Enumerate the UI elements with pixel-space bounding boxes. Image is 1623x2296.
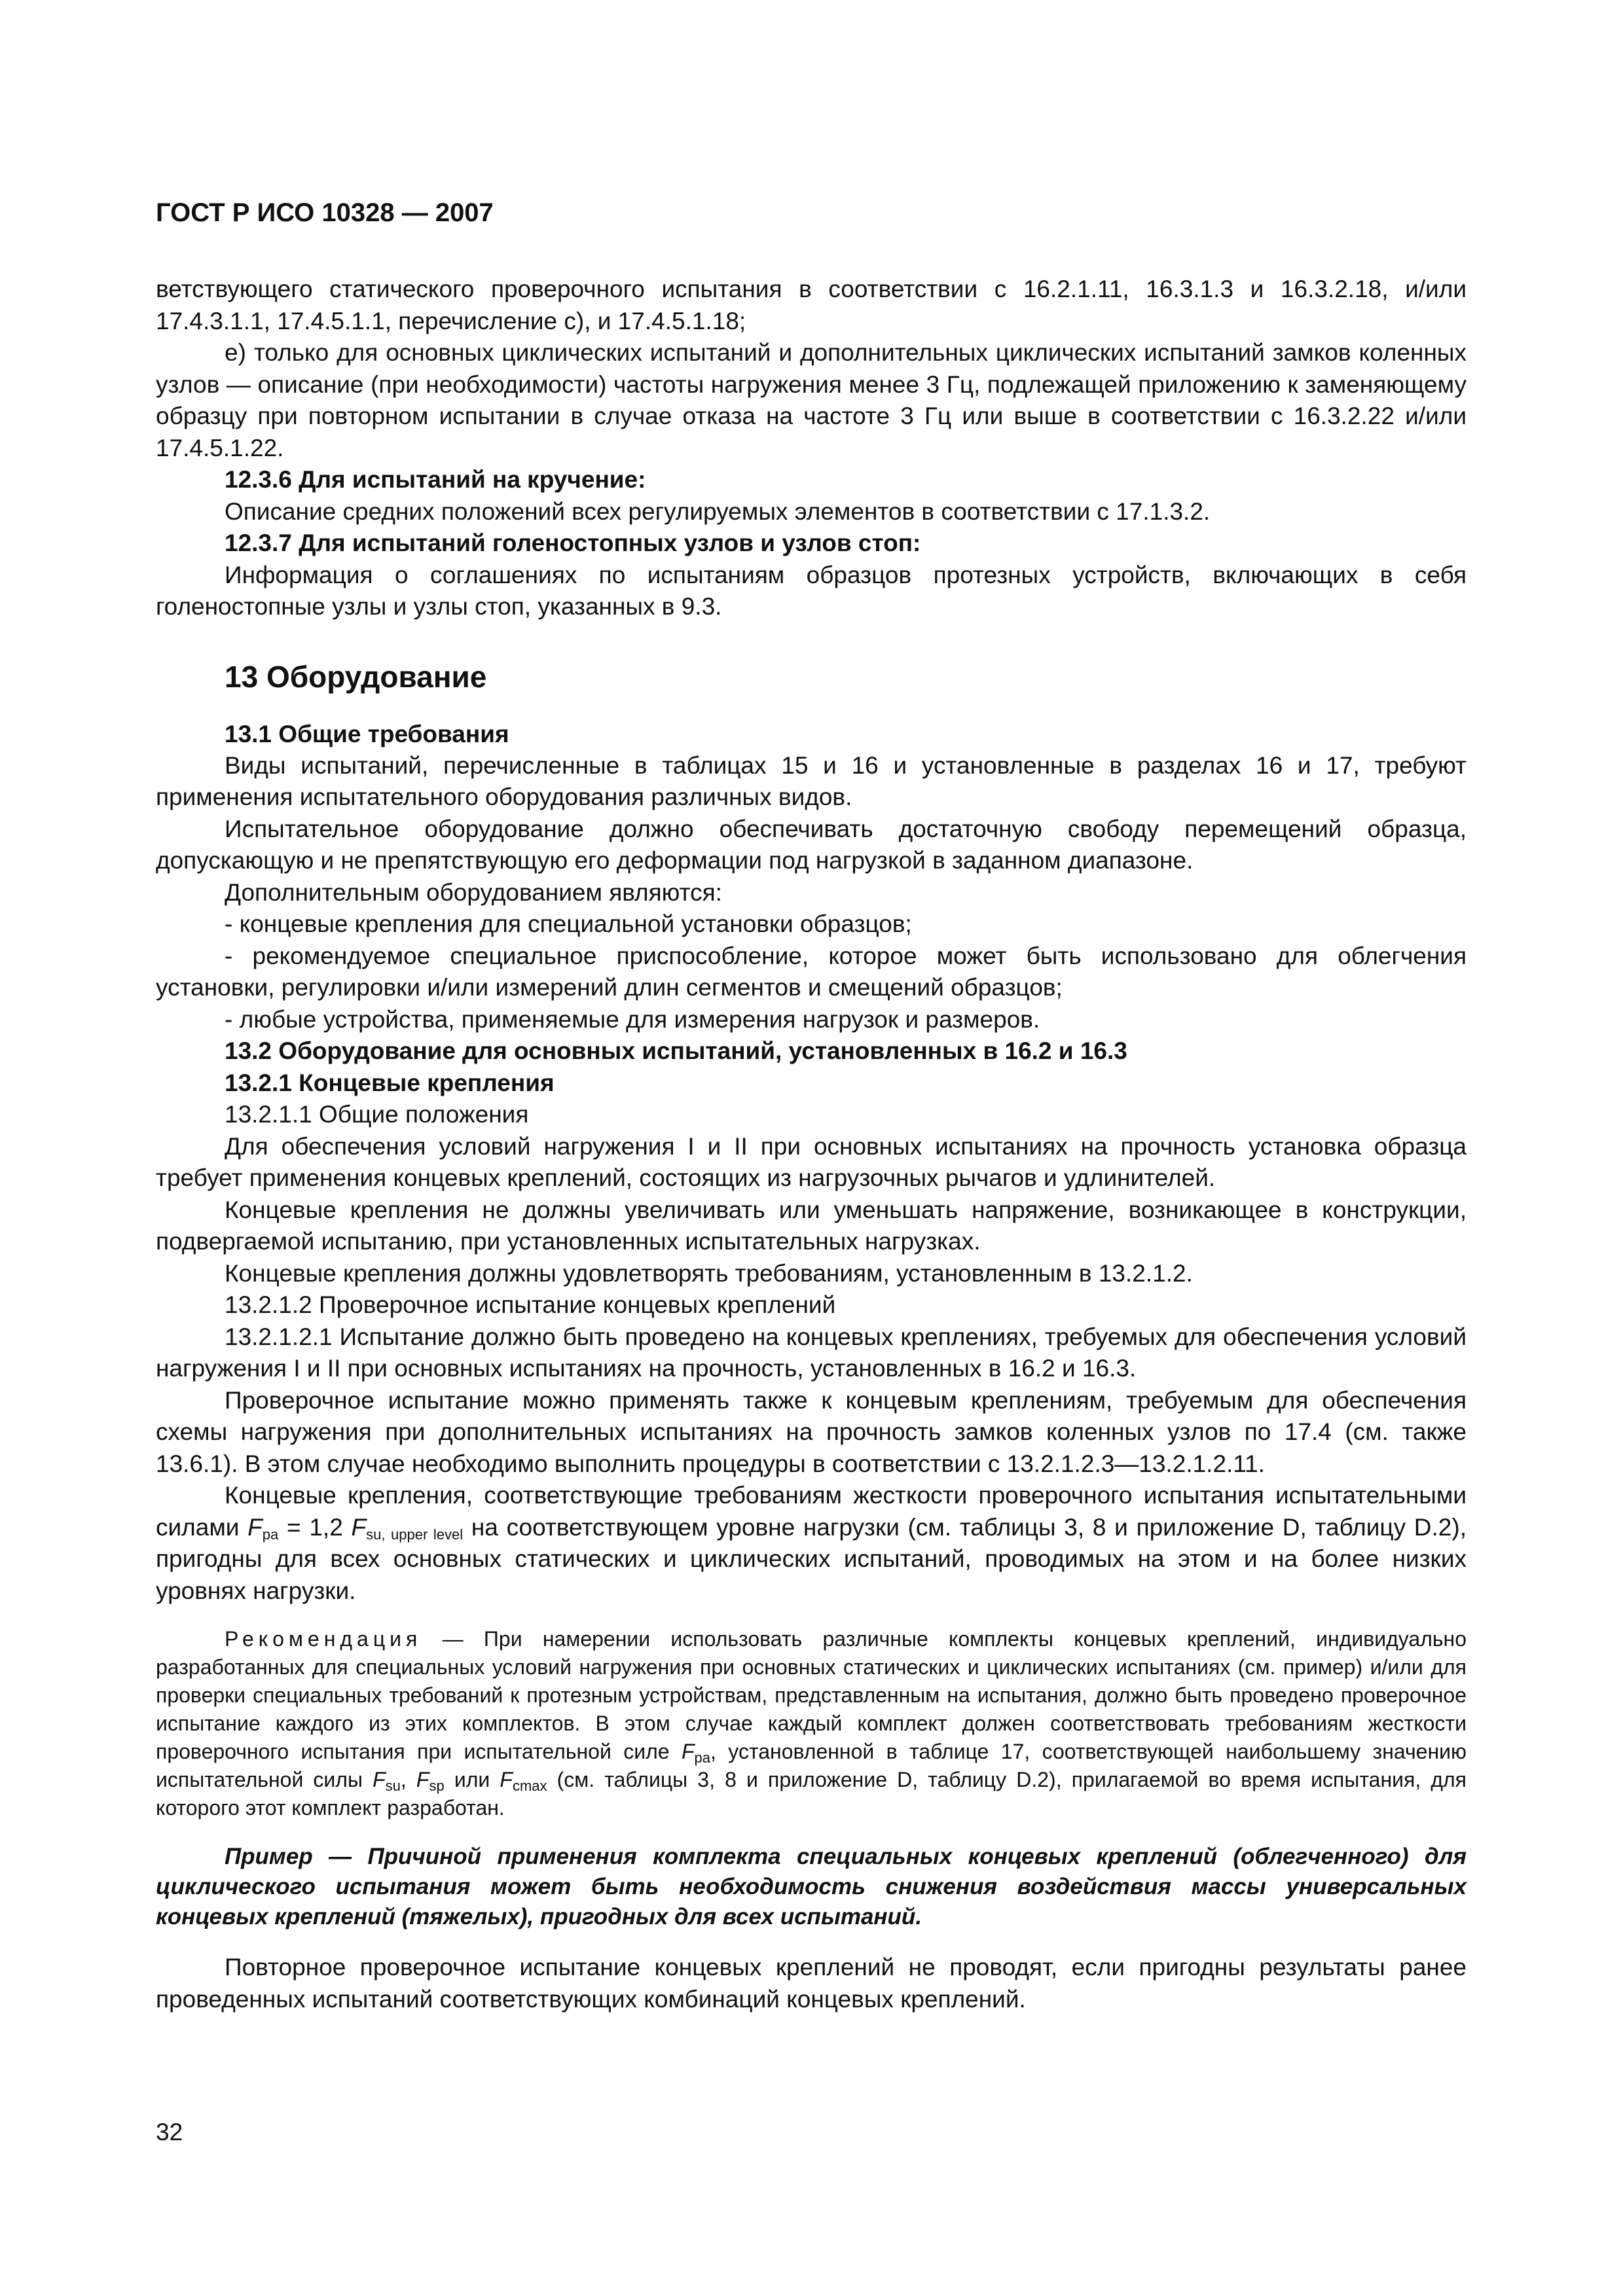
force-subscript: pa	[694, 1749, 711, 1766]
clause-12-3-6-title: 12.3.6 Для испытаний на кручение:	[225, 466, 646, 493]
text-run: — При намерении использовать различные комплекты концевых креплений, индивидуально разработанных для специальных условий нагружения при основных статических и циклических испытаниях (см. пример) и/или для проверки специальных требований к протезным устройствам, представленным на испытания, должно быть проведено проверочное испытание каждого из этих комплектов. В этом случае каждый комплект должен соответствовать требованиям жесткости проверочного испытания при испытательной силе	[156, 1627, 1467, 1763]
stiffness-paragraph	[156, 1480, 1467, 1607]
page-number: 32	[156, 2119, 183, 2145]
clause-12-3-6-text: Описание средних положений всех регулируемых элементов в соответствии с 17.1.3.2.	[225, 497, 1211, 525]
final-paragraph: Повторное проверочное испытание концевых креплений не проводят, если пригодны результаты ранее проведенных испытаний соответствующих комбинаций концевых креплений.	[156, 1954, 1467, 2013]
force-subscript: pa	[262, 1526, 279, 1543]
force-symbol: F	[416, 1768, 429, 1791]
text-run: ,	[400, 1768, 416, 1791]
section-title: 13 Оборудование	[225, 659, 487, 694]
clause-12-3-7-title: 12.3.7 Для испытаний голеностопных узлов и узлов стоп:	[225, 529, 921, 556]
force-subscript: su, upper level	[366, 1526, 464, 1543]
force-subscript: cmax	[512, 1778, 547, 1794]
paragraph: Испытательное оборудование должно обеспечивать достаточную свободу перемещений образца, допускающую и не препятствующую его деформации под нагрузкой в заданном диапазоне.	[156, 815, 1467, 874]
list-item: - рекомендуемое специальное приспособление, которое может быть использовано для облегчения установки, регулировки и/или измерений длин сегментов и смещений образцов;	[156, 942, 1467, 1001]
force-symbol: F	[247, 1513, 263, 1541]
clause-13-2-title: 13.2 Оборудование для основных испытаний, установленных в 16.2 и 16.3	[225, 1037, 1127, 1064]
list-item: - концевые крепления для специальной установки образцов;	[225, 910, 912, 937]
force-symbol: F	[681, 1740, 695, 1763]
text-run: = 1,2	[278, 1513, 352, 1541]
clause-13-2-1-2-title: 13.2.1.2 Проверочное испытание концевых креплений	[225, 1291, 836, 1318]
text-run: (см. таблицы 3, 8 и приложение D, таблицу D.2), прилагаемой во время испытания, для которого этот комплект разработан.	[156, 1768, 1467, 1820]
example-note: Пример — Причиной применения комплекта специальных концевых креплений (облегченного) для циклического испытания может быть необходимость снижения воздействия массы универсальных концевых креплений (тяжелых), пригодных для всех испытаний.	[156, 1844, 1467, 1929]
text-run: , установленной в таблице 17, соответствующей наибольшему значению испытательной силы	[156, 1740, 1467, 1791]
paragraph: 13.2.1.2.1 Испытание должно быть проведено на концевых креплениях, требуемых для обеспечения условий нагружения I и II при основных испытаниях на прочность, установленных в 16.2 и 16.3.	[156, 1323, 1467, 1382]
paragraph: Проверочное испытание можно применять также к концевым креплениям, требуемым для обеспечения схемы нагружения при дополнительных испытаниях на прочность замков коленных узлов по 17.4 (см. также 13.6.1). В этом случае необходимо выполнить процедуры в соответствии с 13.2.1.2.3—13.2.1.2.11.	[156, 1386, 1467, 1477]
clause-13-2-1-title: 13.2.1 Концевые крепления	[225, 1069, 555, 1096]
text-run: на соответствующем уровне нагрузки (см. таблицы 3, 8 и приложение D, таблицу D.2), пригодны для всех основных статических и циклических испытаний, проводимых на этом и на более низких уровнях нагрузки.	[156, 1513, 1467, 1604]
paragraph: Для обеспечения условий нагружения I и II при основных испытаниях на прочность установка образца требует применения концевых креплений, состоящих из нагрузочных рычагов и удлинителей.	[156, 1132, 1467, 1191]
paragraph: Виды испытаний, перечисленные в таблицах 15 и 16 и установленные в разделах 16 и 17, требуют применения испытательного оборудования различных видов.	[156, 751, 1467, 810]
document-body	[156, 274, 1467, 2015]
force-symbol: F	[500, 1768, 513, 1791]
paragraph: Дополнительным оборудованием являются:	[225, 878, 722, 906]
list-item-e: е) только для основных циклических испытаний и дополнительных циклических испытаний замков коленных узлов — описание (при необходимости) частоты нагружения менее 3 Гц, подлежащей приложению к заменяющему образцу при повторном испытании в случае отказа на частоте 3 Гц или выше в соответствии с 16.3.2.22 и/или 17.4.5.1.22.	[156, 339, 1467, 461]
force-subscript: sp	[429, 1778, 445, 1794]
continued-paragraph: ветствующего статического проверочного испытания в соответствии с 16.2.1.11, 16.3.1.3 и 16.3.2.18, и/или 17.4.3.1.1, 17.4.5.1.1, перечисление с), и 17.4.5.1.18;	[156, 276, 1467, 334]
recommendation-label: Рекомендация	[225, 1627, 422, 1651]
clause-13-2-1-1-title: 13.2.1.1 Общие положения	[225, 1101, 529, 1128]
subsection-title: 13.1 Общие требования	[225, 720, 509, 747]
recommendation-note	[156, 1625, 1467, 1822]
text-run: или	[444, 1768, 500, 1791]
text-run: Концевые крепления, соответствующие требованиям жесткости проверочного испытания испытательными силами	[156, 1482, 1467, 1541]
paragraph: Концевые крепления должны удовлетворять требованиям, установленным в 13.2.1.2.	[225, 1259, 1193, 1287]
list-item: - любые устройства, применяемые для измерения нагрузок и размеров.	[225, 1005, 1040, 1033]
force-symbol: F	[373, 1768, 386, 1791]
force-subscript: su	[385, 1778, 401, 1794]
force-symbol: F	[351, 1513, 367, 1541]
clause-12-3-7-text: Информация о соглашениях по испытаниям образцов протезных устройств, включающих в себя голеностопные узлы и узлы стоп, указанных в 9.3.	[156, 561, 1467, 620]
paragraph: Концевые крепления не должны увеличивать или уменьшать напряжение, возникающее в конструкции, подвергаемой испытанию, при установленных испытательных нагрузках.	[156, 1196, 1467, 1255]
document-header: ГОСТ Р ИСО 10328 — 2007	[156, 198, 494, 227]
